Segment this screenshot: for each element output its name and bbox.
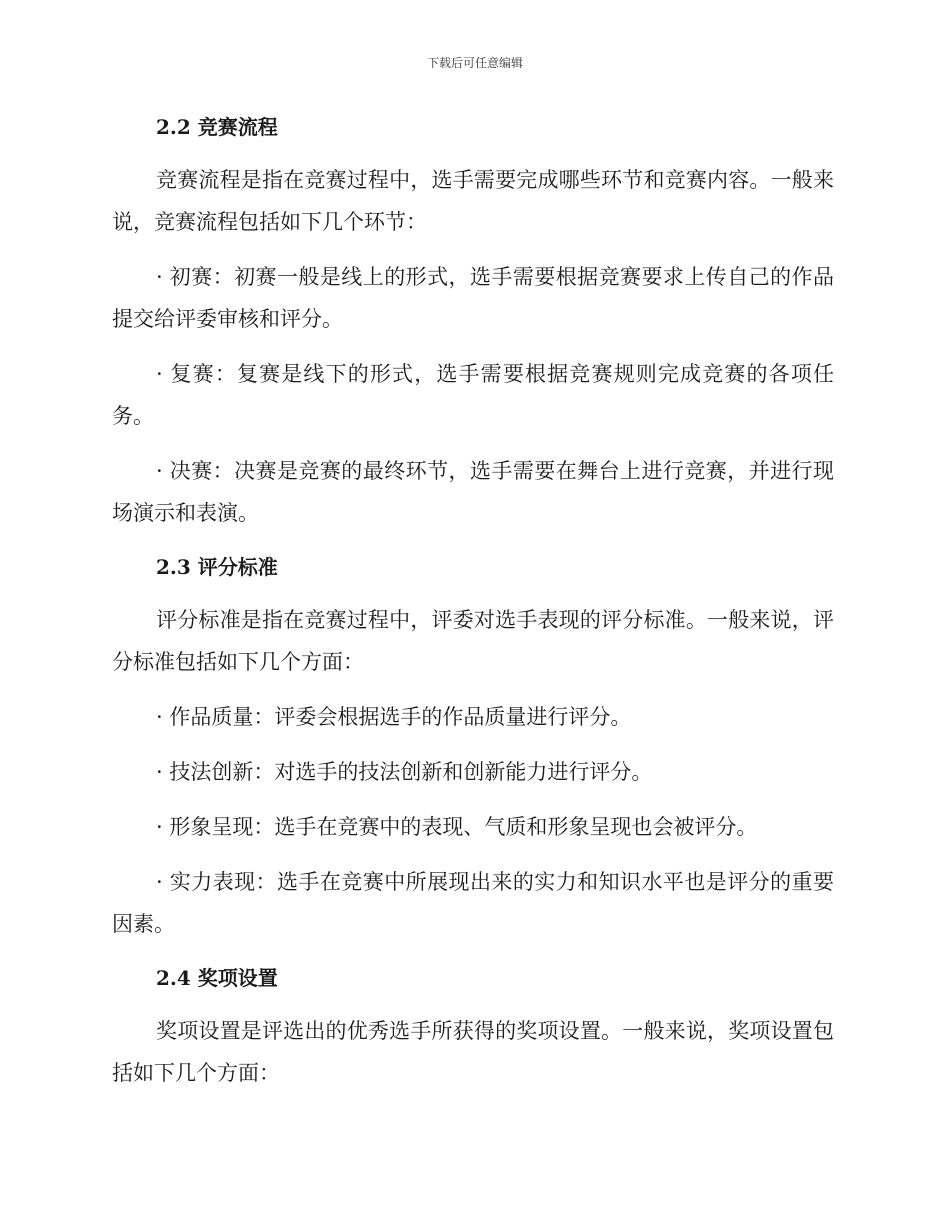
section-2-3-intro: 评分标准是指在竞赛过程中，评委对选手表现的评分标准。一般来说，评分标准包括如下几个方面：: [112, 608, 834, 674]
list-item-image-presentation: · 形象呈现：选手在竞赛中的表现、气质和形象呈现也会被评分。: [156, 815, 758, 839]
list-item-final: · 决赛：决赛是竞赛的最终环节，选手需要在舞台上进行竞赛，并进行现场演示和表演。: [112, 459, 834, 525]
list-item-work-quality: · 作品质量：评委会根据选手的作品质量进行评分。: [156, 705, 632, 729]
list-item-strength-performance: · 实力表现：选手在竞赛中所展现出来的实力和知识水平也是评分的重要因素。: [112, 870, 834, 936]
section-heading-2-2: 2.2 竞赛流程: [156, 115, 278, 139]
list-item-preliminary: · 初赛：初赛一般是线上的形式，选手需要根据竞赛要求上传自己的作品提交给评委审核和评分。: [112, 265, 834, 331]
section-2-2-intro: 竞赛流程是指在竞赛过程中，选手需要完成哪些环节和竞赛内容。一般来说，竞赛流程包括如下几个环节：: [112, 168, 834, 234]
section-heading-2-3: 2.3 评分标准: [156, 555, 278, 579]
document-body: [112, 108, 834, 1094]
section-2-4-intro: 奖项设置是评选出的优秀选手所获得的奖项设置。一般来说，奖项设置包括如下几个方面：: [112, 1019, 834, 1085]
list-item-technique-innovation: · 技法创新：对选手的技法创新和创新能力进行评分。: [156, 760, 653, 784]
section-heading-2-4: 2.4 奖项设置: [156, 966, 278, 990]
page-header: 下载后可任意编辑: [426, 56, 523, 70]
list-item-semifinal: · 复赛：复赛是线下的形式，选手需要根据竞赛规则完成竞赛的各项任务。: [112, 362, 834, 428]
